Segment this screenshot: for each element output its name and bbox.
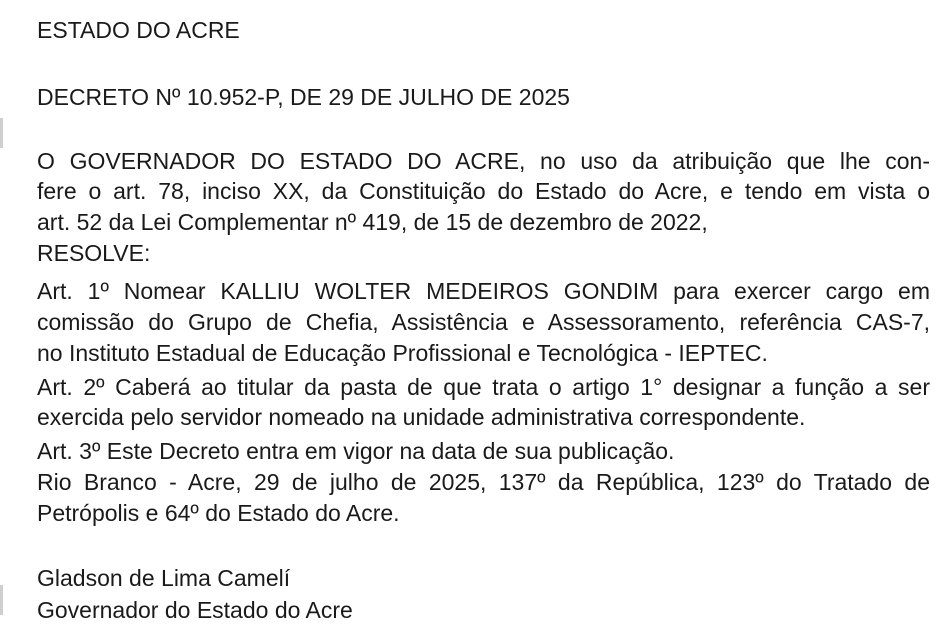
article-1-line-3: no Instituto Estadual de Educação Profissional e Tecnológica - IEPTEC.	[37, 340, 768, 366]
article-1-line-1: Art. 1º Nomear KALLIU WOLTER MEDEIROS GONDIM para exercer cargo em	[37, 278, 930, 304]
article-1-line-2: comissão do Grupo de Chefia, Assistência e Assessoramento, referência CAS-7,	[37, 309, 930, 335]
article-2-line-1: Art. 2º Caberá ao titular da pasta de que trata o artigo 1° designar a função a ser	[37, 374, 930, 400]
preamble-line-2: fere o art. 78, inciso XX, da Constituição do Estado do Acre, e tendo em vista o	[37, 178, 930, 204]
closing-line-1: Rio Branco - Acre, 29 de julho de 2025, 137º da República, 123º do Tratado de	[37, 469, 930, 495]
decree-title: DECRETO Nº 10.952-P, DE 29 DE JULHO DE 2025	[37, 84, 570, 110]
preamble-line-1: O GOVERNADOR DO ESTADO DO ACRE, no uso da atribuição que lhe con-	[37, 148, 930, 174]
closing-line-2: Petrópolis e 64º do Estado do Acre.	[37, 500, 400, 526]
article-2-line-2: exercida pelo servidor nomeado na unidade administrativa correspondente.	[37, 404, 806, 430]
article-3-line-1: Art. 3º Este Decreto entra em vigor na data de sua publicação.	[37, 438, 675, 464]
preamble-line-3: art. 52 da Lei Complementar nº 419, de 15 de dezembro de 2022,	[37, 209, 708, 235]
signature-title: Governador do Estado do Acre	[37, 597, 353, 623]
page-edge-mark-bottom	[0, 585, 3, 615]
page-edge-mark-top	[0, 118, 3, 148]
resolve-heading: RESOLVE:	[37, 240, 151, 266]
state-heading: ESTADO DO ACRE	[37, 17, 240, 43]
signature-name: Gladson de Lima Camelí	[37, 565, 291, 591]
